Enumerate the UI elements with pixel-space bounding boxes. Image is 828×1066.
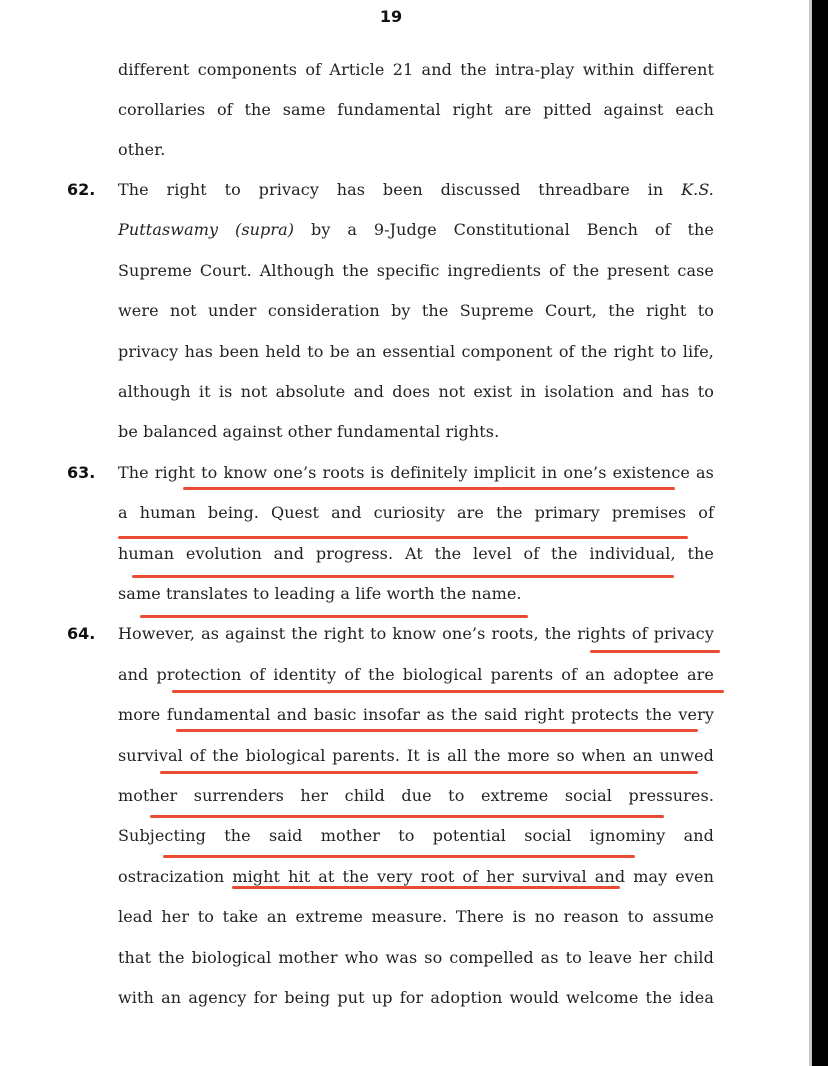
text-line: survival of the biological parents. It is all the more so when an unwed bbox=[118, 746, 714, 765]
text-line: Supreme Court. Although the specific ingredients of the present case bbox=[118, 261, 714, 280]
text-line: different components of Article 21 and the intra-play within different bbox=[118, 60, 714, 79]
paragraph-number-64: 64. bbox=[67, 624, 96, 643]
page-number: 19 bbox=[379, 7, 403, 26]
text-line: lead her to take an extreme measure. There is no reason to assume bbox=[118, 907, 714, 926]
text-line bbox=[118, 220, 714, 240]
paragraph-number-62: 62. bbox=[67, 180, 96, 199]
underline-annotation bbox=[172, 690, 724, 693]
text-line: were not under consideration by the Supreme Court, the right to bbox=[118, 301, 714, 320]
text-line: Subjecting the said mother to potential social ignominy and bbox=[118, 826, 714, 845]
underline-annotation bbox=[590, 650, 720, 653]
underline-annotation bbox=[118, 536, 688, 539]
underline-annotation bbox=[183, 487, 675, 490]
underline-annotation bbox=[160, 771, 698, 774]
text-line: although it is not absolute and does not exist in isolation and has to bbox=[118, 382, 714, 401]
underline-annotation bbox=[150, 815, 664, 818]
text-line bbox=[118, 180, 714, 200]
text-line: be balanced against other fundamental rights. bbox=[118, 422, 500, 441]
text-line: more fundamental and basic insofar as the said right protects the very bbox=[118, 705, 714, 724]
text-run: The right to privacy has been discussed threadbare in bbox=[118, 180, 682, 199]
text-line: ostracization might hit at the very root of her survival and may even bbox=[118, 867, 714, 886]
text-line: mother surrenders her child due to extreme social pressures. bbox=[118, 786, 714, 805]
scan-border bbox=[812, 0, 828, 1066]
case-name-italic: Puttaswamy (supra) bbox=[118, 220, 295, 239]
underline-annotation bbox=[232, 886, 620, 889]
text-run: by a 9-Judge Constitutional Bench of the bbox=[294, 220, 714, 239]
text-line: that the biological mother who was so compelled as to leave her child bbox=[118, 948, 714, 967]
text-line: privacy has been held to be an essential component of the right to life, bbox=[118, 342, 714, 361]
text-line: corollaries of the same fundamental right are pitted against each bbox=[118, 100, 714, 119]
case-name-italic: K.S. bbox=[681, 180, 714, 199]
text-line: human evolution and progress. At the level of the individual, the bbox=[118, 544, 714, 563]
text-line: other. bbox=[118, 140, 166, 159]
text-line: However, as against the right to know one’s roots, the rights of privacy bbox=[118, 624, 714, 643]
text-line: same translates to leading a life worth the name. bbox=[118, 584, 522, 603]
underline-annotation bbox=[163, 855, 635, 858]
text-line: a human being. Quest and curiosity are the primary premises of bbox=[118, 503, 714, 522]
underline-annotation bbox=[176, 729, 698, 732]
underline-annotation bbox=[132, 575, 674, 578]
text-line: and protection of identity of the biological parents of an adoptee are bbox=[118, 665, 714, 684]
text-line: The right to know one’s roots is definitely implicit in one’s existence as bbox=[118, 463, 714, 482]
paragraph-number-63: 63. bbox=[67, 463, 96, 482]
underline-annotation bbox=[140, 615, 528, 618]
text-line: with an agency for being put up for adoption would welcome the idea bbox=[118, 988, 714, 1007]
